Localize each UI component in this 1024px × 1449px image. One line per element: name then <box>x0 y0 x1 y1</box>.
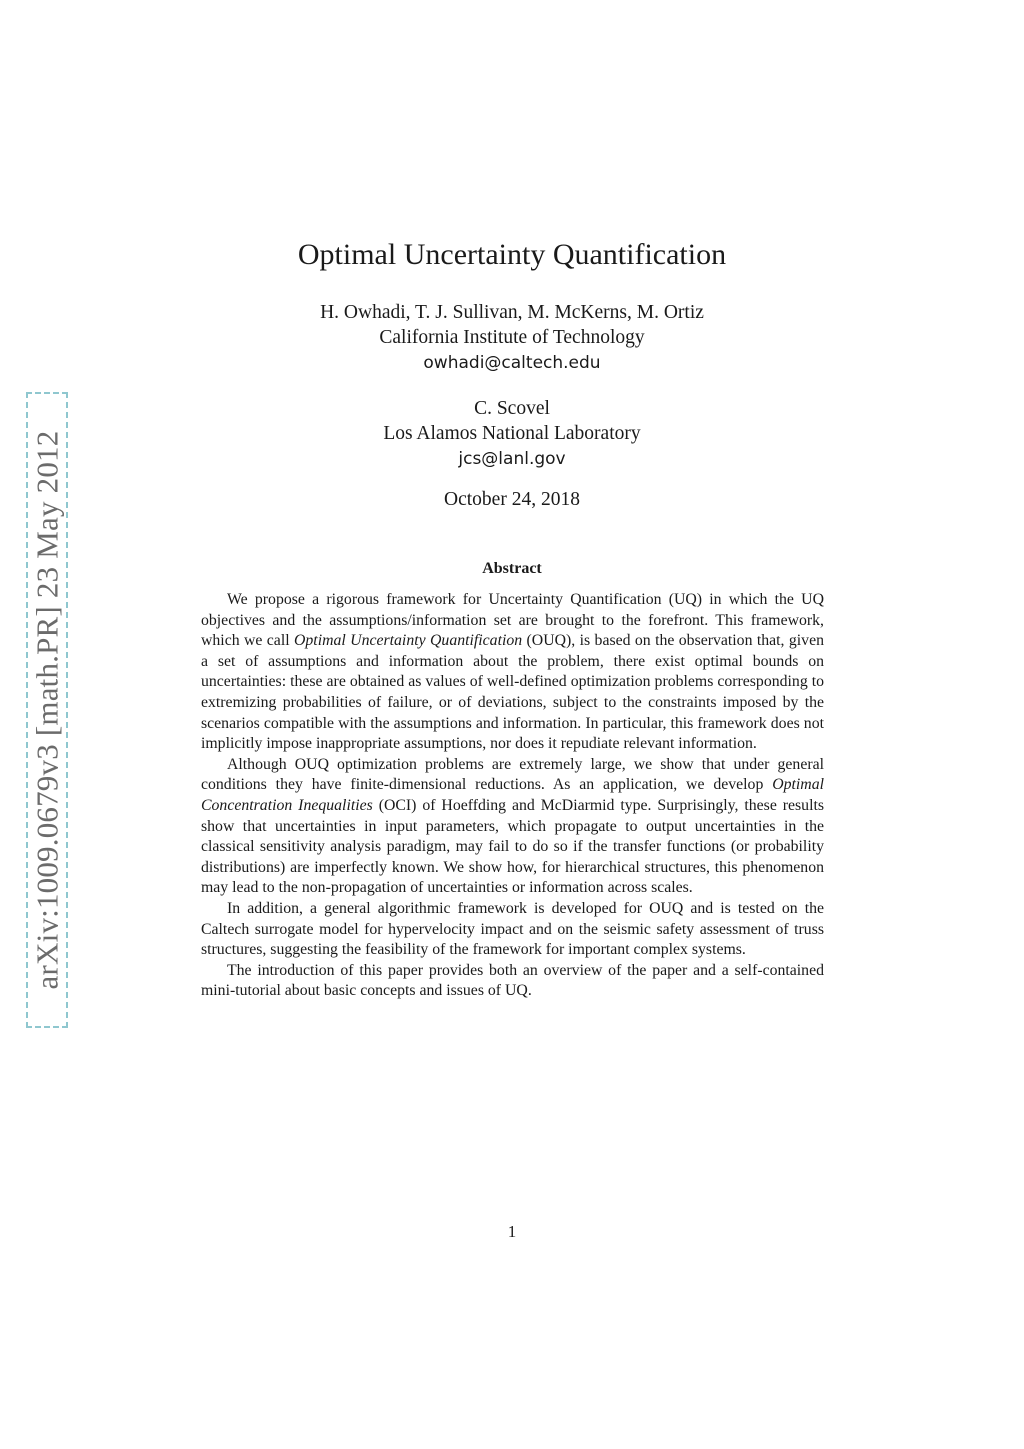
abstract-paragraph-3: In addition, a general algorithmic framework is developed for OUQ and is tested on the Caltech surrogate model for hypervelocity impact and on the seismic safety assessment of truss structures, suggesting the feasibility of the framework for important complex systems. <box>201 899 824 959</box>
term-ouq: Optimal Uncertainty Quantification <box>294 632 523 650</box>
abstract-paragraph-2: Although OUQ optimization problems are extremely large, we show that under general conditions they have finite-dimensional reductions. As an application, we develop Optimal Concentration Inequalities (OCI) of Hoeffding and McDiarmid type. Surprisingly, these results show that uncertainties in input parameters, which propagate to output uncertainties in the classical sensitivity analysis paradigm, may fail to do so if the transfer functions (or probability distributions) are imperfectly known. We show how, for hierarchical structures, this phenomenon may lead to the non-propagation of uncertainties or information across scales. <box>201 755 824 897</box>
author-lanl: C. Scovel <box>474 398 550 419</box>
authors-caltech: H. Owhadi, T. J. Sullivan, M. McKerns, M. Ortiz <box>320 302 704 323</box>
term-oci: Optimal Concentration Inequalities <box>201 776 824 814</box>
affiliation-lanl: Los Alamos National Laboratory <box>383 423 641 444</box>
abstract-paragraph-4: The introduction of this paper provides both an overview of the paper and a self-contained mini-tutorial about basic concepts and issues of UQ. <box>201 961 824 1000</box>
affiliation-caltech: California Institute of Technology <box>379 327 645 348</box>
paper-title: Optimal Uncertainty Quantification <box>297 238 727 271</box>
arxiv-stamp-text: arXiv:1009.0679v3 [math.PR] 23 May 2012 <box>29 430 64 990</box>
email-caltech[interactable]: owhadi@caltech.edu <box>423 353 601 373</box>
abstract-body <box>201 590 824 1002</box>
page-number: 1 <box>507 1222 517 1241</box>
paper-date: October 24, 2018 <box>444 489 580 510</box>
email-lanl[interactable]: jcs@lanl.gov <box>458 449 566 469</box>
arxiv-stamp <box>26 392 68 1028</box>
abstract-heading: Abstract <box>482 560 542 577</box>
abstract-paragraph-1: We propose a rigorous framework for Uncertainty Quantification (UQ) in which the UQ objectives and the assumptions/information set are brought to the forefront. This framework, which we call Optimal Uncertainty Quantification (OUQ), is based on the observation that, given a set of assumptions and information about the problem, there exist optimal bounds on uncertainties: these are obtained as values of well-defined optimization problems corresponding to extremizing probabilities of failure, or of deviations, subject to the constraints imposed by the scenarios compatible with the assumptions and information. In particular, this framework does not implicitly impose inappropriate assumptions, nor does it repudiate relevant information. <box>201 591 824 753</box>
